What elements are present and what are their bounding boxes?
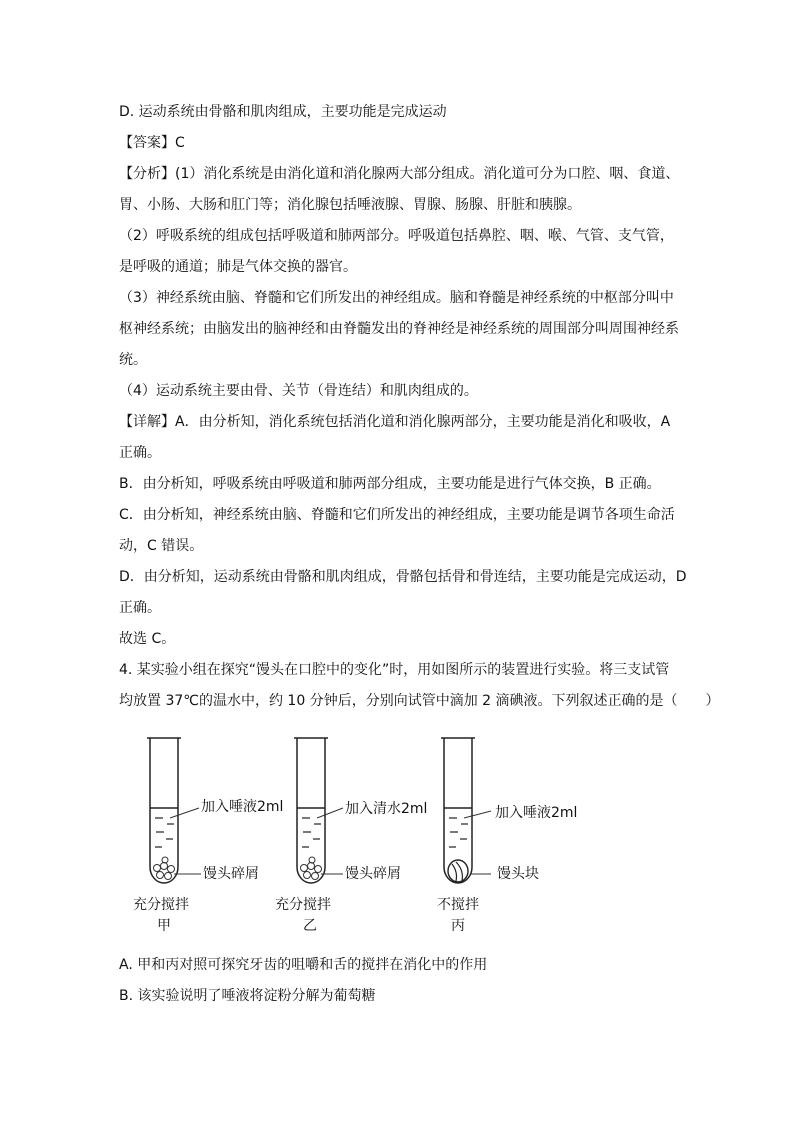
analysis-line-8: （4）运动系统主要由骨、关节（骨连结）和肌肉组成的。 (119, 383, 478, 399)
option-d-prev: D. 运动系统由骨骼和肌肉组成，主要功能是完成运动 (119, 104, 447, 120)
question-4-line-2: 均放置 37℃的温水中，约 10 分钟后，分别向试管中滴加 2 滴碘液。下列叙述正确的是（ ） (119, 693, 720, 709)
tube-jia-action: 充分搅拌 (133, 897, 189, 913)
analysis-line-4: 是呼吸的通道；肺是气体交换的器官。 (119, 259, 357, 275)
detail-line-2: 正确。 (119, 445, 161, 461)
conclusion: 故选 C。 (119, 631, 176, 647)
test-tubes-diagram (119, 732, 679, 942)
tube-yi-liquid: 加入清水2ml (345, 801, 428, 817)
analysis-line-6: 枢神经系统；由脑发出的脑神经和由脊髓发出的脊神经是神经系统的周围部分叫周围神经系 (119, 321, 679, 337)
tube-bing (441, 738, 491, 883)
analysis-line-1: 【分析】(1）消化系统是由消化道和消化腺两大部分组成。消化道可分为口腔、咽、食道、 (119, 166, 680, 182)
analysis-line-3: （2）呼吸系统的组成包括呼吸道和肺两部分。呼吸道包括鼻腔、咽、喉、气管、支气管， (119, 228, 674, 244)
tube-yi-action: 充分搅拌 (275, 897, 331, 913)
tube-bing-name: 丙 (451, 918, 465, 934)
analysis-line-7: 统。 (119, 352, 147, 368)
detail-line-5: 动，C 错误。 (119, 538, 204, 554)
answer: 【答案】C (119, 135, 185, 151)
detail-line-4: C．由分析知，神经系统由脑、脊髓和它们所发出的神经组成，主要功能是调节各项生命活 (119, 507, 675, 523)
tube-jia (147, 738, 201, 883)
analysis-line-5: （3）神经系统由脑、脊髓和它们所发出的神经组成。脑和脊髓是神经系统的中枢部分叫中 (119, 290, 674, 306)
detail-line-1: 【详解】A．由分析知，消化系统包括消化道和消化腺两部分，主要功能是消化和吸收，A (119, 414, 671, 430)
detail-line-3: B．由分析知，呼吸系统由呼吸道和肺两部分组成，主要功能是进行气体交换，B 正确。 (119, 476, 661, 492)
detail-line-7: 正确。 (119, 600, 161, 616)
tube-bing-liquid: 加入唾液2ml (495, 805, 578, 821)
detail-line-6: D．由分析知，运动系统由骨骼和肌肉组成，骨骼包括骨和骨连结，主要功能是完成运动，D (119, 569, 687, 585)
option-b: B. 该实验说明了唾液将淀粉分解为葡萄糖 (119, 988, 376, 1004)
option-a: A. 甲和丙对照可探究牙齿的咀嚼和舌的搅拌在消化中的作用 (119, 957, 488, 973)
tube-yi-name: 乙 (303, 918, 317, 934)
tube-jia-name: 甲 (157, 918, 171, 934)
tube-yi-content: 馒头碎屑 (345, 866, 401, 882)
analysis-line-2: 胃、小肠、大肠和肛门等；消化腺包括唾液腺、胃腺、肠腺、肝脏和胰腺。 (119, 197, 581, 213)
tube-bing-action: 不搅拌 (437, 897, 479, 913)
tube-jia-content: 馒头碎屑 (203, 866, 259, 882)
tube-jia-liquid: 加入唾液2ml (201, 799, 284, 815)
experiment-figure (119, 732, 679, 942)
tube-yi (294, 738, 343, 883)
tube-bing-content: 馒头块 (497, 866, 539, 882)
question-4-line-1: 4. 某实验小组在探究“馒头在口腔中的变化”时，用如图所示的装置进行实验。将三支试管 (119, 662, 670, 678)
